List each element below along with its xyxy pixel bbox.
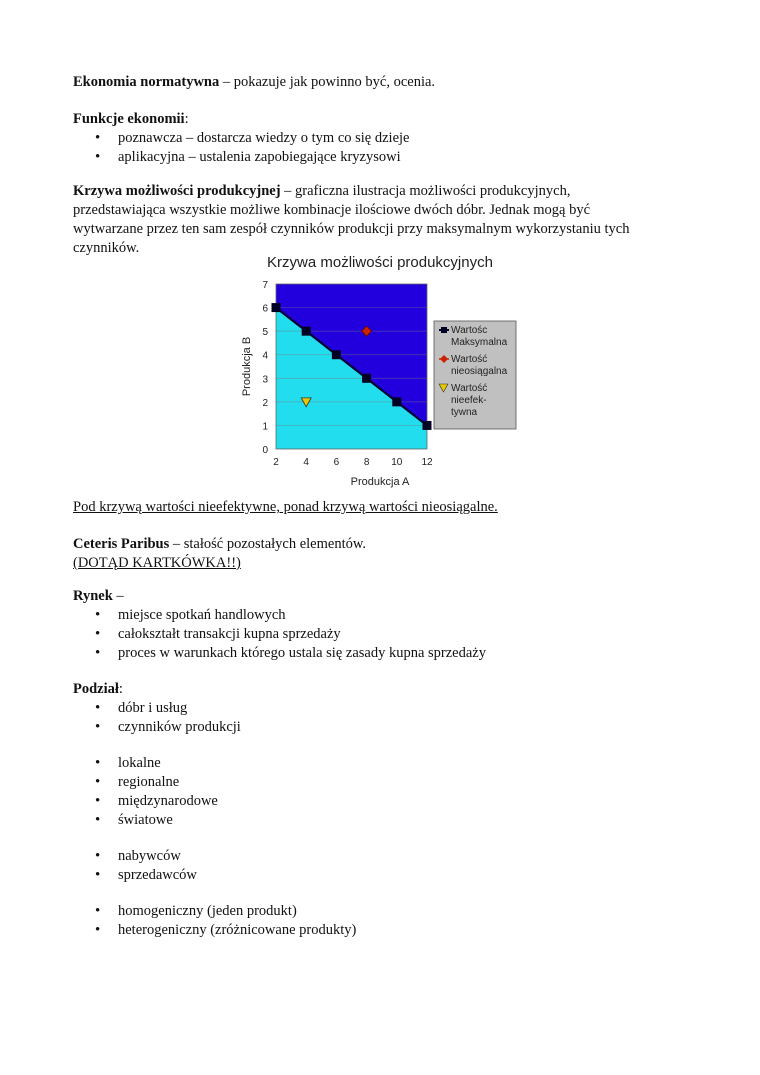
legend-entry-text: Wartośc <box>451 325 488 336</box>
legend-entry-text: tywna <box>451 407 478 418</box>
legend-square-icon <box>441 327 447 333</box>
list-item: • dóbr i usług <box>73 699 693 718</box>
legend-entry-text: Wartość <box>451 383 488 394</box>
x-tick-label: 10 <box>391 457 403 468</box>
list-item: • nabywców <box>73 847 693 866</box>
ppf-chart <box>238 250 528 495</box>
list-item: • lokalne <box>73 754 693 773</box>
list-item: • międzynarodowe <box>73 792 693 811</box>
section-heading: Rynek <box>73 588 113 604</box>
max-point-marker <box>362 374 371 383</box>
y-tick-label: 1 <box>262 421 268 433</box>
list-item: • całokształt transakcji kupna sprzedaży <box>73 625 693 644</box>
division-list-parties <box>73 847 693 885</box>
list-item: • światowe <box>73 811 693 830</box>
term-bold: Krzywa możliwości produkcyjnej <box>73 183 281 199</box>
list-item: • sprzedawców <box>73 866 693 885</box>
max-point-marker <box>302 327 311 336</box>
x-tick-label: 12 <box>421 457 433 468</box>
term-bold: Ekonomia normatywna <box>73 74 220 90</box>
x-tick-label: 8 <box>363 457 370 468</box>
x-tick-label: 6 <box>333 457 340 468</box>
chart-title: Krzywa możliwości produkcyjnych <box>267 254 493 271</box>
y-tick-label: 2 <box>262 397 268 409</box>
x-tick-label: 2 <box>273 457 279 468</box>
max-point-marker <box>392 397 401 406</box>
list-item: • heterogeniczny (zróżnicowane produkty) <box>73 921 693 940</box>
division-list-products <box>73 902 693 940</box>
y-tick-label: 0 <box>262 445 268 456</box>
y-tick-label: 3 <box>262 374 268 386</box>
list-item: • poznawcza – dostarcza wiedzy o tym co się dzieje <box>73 129 693 148</box>
division-list-range <box>73 754 693 830</box>
y-tick-label: 5 <box>262 327 268 339</box>
ceteris-paribus-paragraph: Ceteris Paribus – stałość pozostałych elementów. (DOTĄD KARTKÓWKA!!) <box>73 535 693 573</box>
paragraph-line: przedstawiająca wszystkie możliwe kombinacje ilościowe dwóch dóbr. Jednak mogą być <box>73 202 591 218</box>
y-axis-label: Produkcja B <box>241 336 253 397</box>
paragraph-line: czynników. <box>73 240 140 256</box>
market-list <box>73 606 693 663</box>
paragraph-line: wytwarzane przez ten sam zespół czynników produkcji przy maksymalnym wykorzystaniu tych <box>73 221 630 237</box>
legend-entry-text: nieosiągalna <box>451 366 508 377</box>
list-item: • proces w warunkach którego ustala się zasady kupna sprzedaży <box>73 644 693 663</box>
quiz-note: (DOTĄD KARTKÓWKA!!) <box>73 555 241 571</box>
list-item: • regionalne <box>73 773 693 792</box>
section-heading: Funkcje ekonomii <box>73 111 185 127</box>
economy-functions-section: Funkcje ekonomii: • poznawcza – dostarcza wiedzy o tym co się dzieje • aplikacyjna – ustalenia zapobiegające kryzysowi <box>73 110 693 167</box>
functions-list <box>73 129 693 167</box>
y-tick-label: 6 <box>262 303 268 315</box>
division-section: Podział: • dóbr i usług • czynników produkcji • lokalne • regionalne • międzynarodowe • światowe • nabywców • sprzedawców • homogeniczny (jeden produkt) • heterogeniczny (zróżnicowane produkty) <box>73 680 693 940</box>
division-list-goods <box>73 699 693 737</box>
list-item: • aplikacyjna – ustalenia zapobiegające kryzysowi <box>73 148 693 167</box>
chart-note: Pod krzywą wartości nieefektywne, ponad krzywą wartości nieosiągalne. <box>73 499 498 515</box>
section-heading: Podział <box>73 681 119 697</box>
legend-entry-text: nieefek- <box>451 395 487 406</box>
list-item: • miejsce spotkań handlowych <box>73 606 693 625</box>
list-item: • czynników produkcji <box>73 718 693 737</box>
legend-entry-text: Wartość <box>451 354 488 365</box>
definition-text: – pokazuje jak powinno być, ocenia. <box>219 74 436 90</box>
list-item: • homogeniczny (jeden produkt) <box>73 902 693 921</box>
max-point-marker <box>272 303 281 312</box>
term-bold: Ceteris Paribus <box>73 536 170 552</box>
chart-svg <box>238 250 528 495</box>
normative-economics-paragraph <box>73 73 693 92</box>
legend-entry-text: Maksymalna <box>451 337 508 348</box>
y-tick-label: 4 <box>262 350 268 362</box>
max-point-marker <box>423 421 432 430</box>
max-point-marker <box>332 350 341 359</box>
y-tick-label: 7 <box>262 280 268 291</box>
ppf-definition-paragraph: Krzywa możliwości produkcyjnej – graficzna ilustracja możliwości produkcyjnych, przedstawiająca wszystkie możliwe kombinacje ilościowe dwóch dóbr. Jednak mogą być wytwarzane przez ten sam zespół czynników produkcji przy maksymalnym wykorzystaniu tych czynników. <box>73 182 693 258</box>
x-axis-label: Produkcja A <box>350 476 410 488</box>
market-section: Rynek – • miejsce spotkań handlowych • całokształt transakcji kupna sprzedaży • proces w warunkach którego ustala się zasady kupna sprzedaży <box>73 587 693 663</box>
x-tick-label: 4 <box>303 457 309 468</box>
